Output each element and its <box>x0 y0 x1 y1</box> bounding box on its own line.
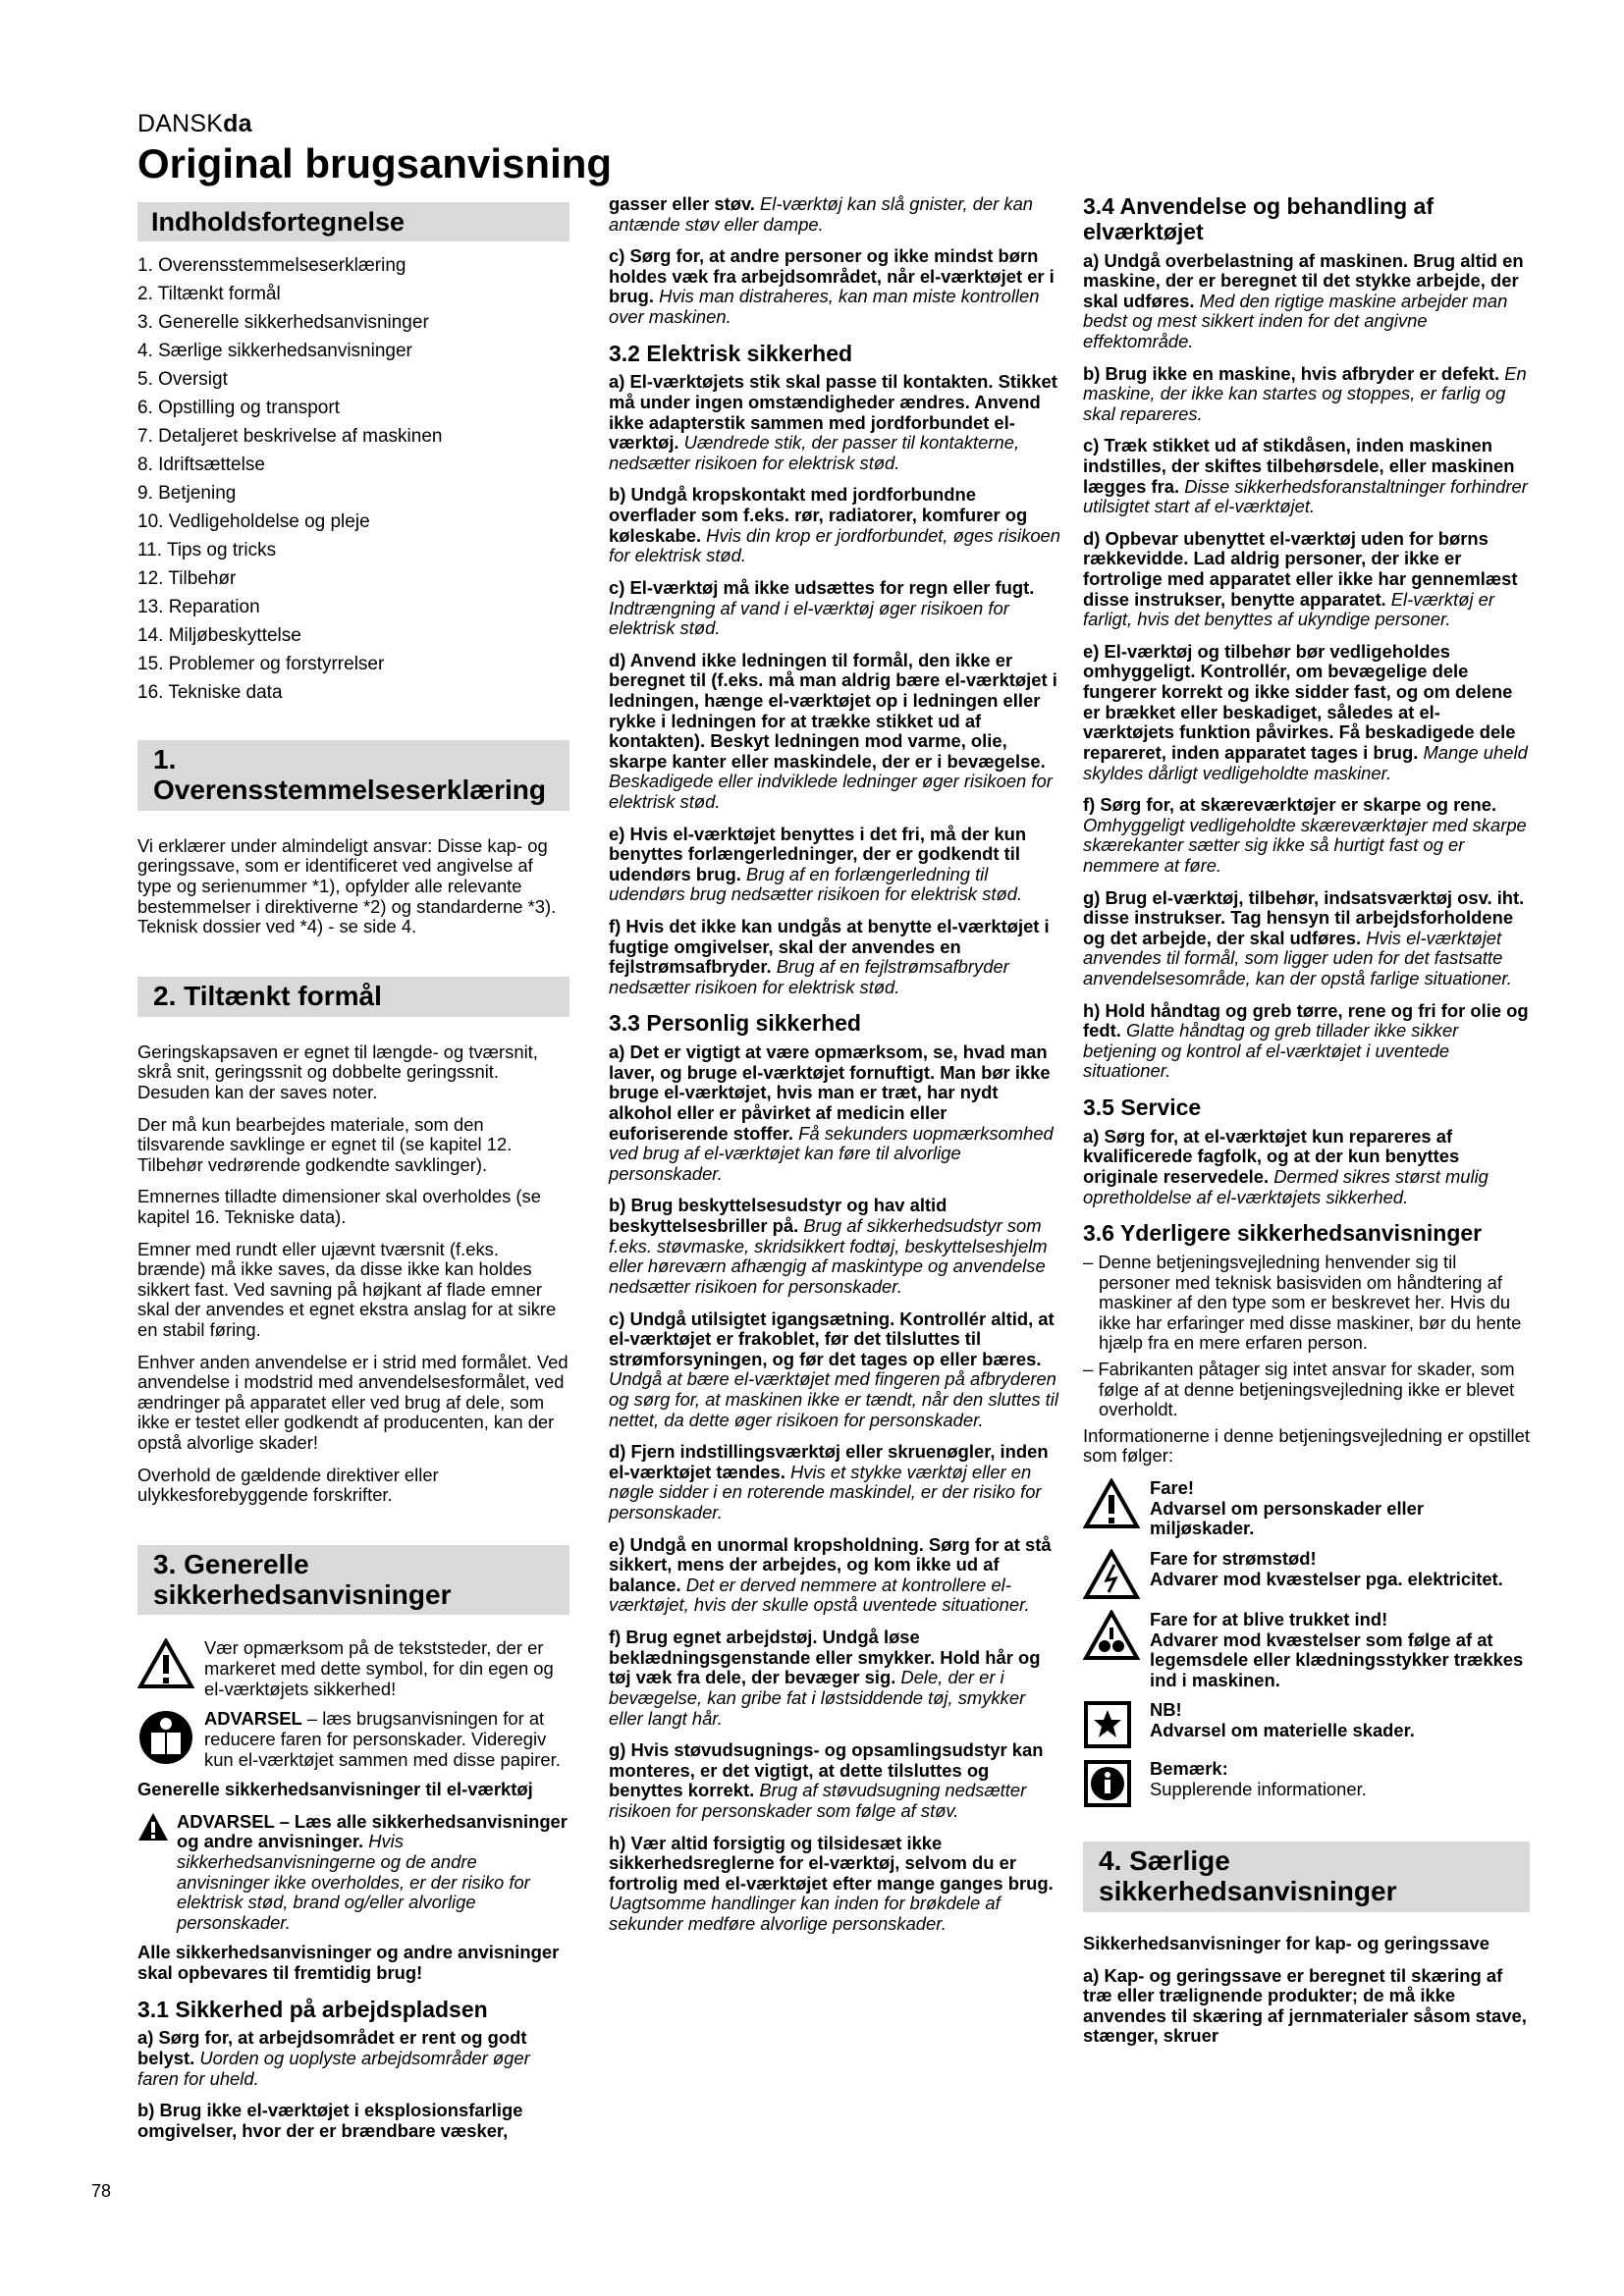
section-3-2-e: e) Hvis el-værktøjet benyttes i det fri, må der kun benyttes forlængerledninger, der er godkendt til udendørs brug. Brug af en forlængerledning til udendørs brug nedsætter risikoen for elektrisk stød. <box>609 823 1027 905</box>
section-3-4-b: b) Brug ikke en maskine, hvis afbryder er defekt. En maskine, der ikke kan startes og stoppes, er farlig og skal repareres. <box>1083 362 1527 424</box>
material-damage-icon <box>1083 1700 1140 1749</box>
symbol-info-text: Bemærk: Supplerende informationer. <box>1150 1758 1367 1799</box>
section-3-3-f: f) Brug egnet arbejdstøj. Undgå løse beklædningsgenstande eller smykker. Hold hår og tøj væk fra dele, der bevæger sig. Dele, der er i bevægelse, kan gribe fat i løstsiddende tøj, smykker eller langt hår. <box>609 1627 1041 1729</box>
read-manual-note <box>137 1709 569 1770</box>
advarsel-note <box>137 1812 569 1934</box>
symbol-electric <box>1083 1549 1530 1600</box>
toc-item: 3. Generelle sikkerhedsanvisninger <box>137 312 429 334</box>
toc-item: 4. Særlige sikkerhedsanvisninger <box>137 341 412 362</box>
section-3-1-heading: 3.1 Sikkerhed på arbejdspladsen <box>137 1996 488 2022</box>
section-3-4-f: f) Sørg for, at skæreværktøjer er skarpe og rene. Omhyggeligt vedligeholdte skæreværktøjer med skarpe skærekanter sætter sig ikke så hurtigt fast og er nemmere at føre. <box>1083 794 1527 876</box>
section-3-heading: 3. Generelle sikkerhedsanvisninger <box>137 1545 569 1616</box>
section-3-1-c: c) Sørg for, at andre personer og ikke mindst børn holdes væk fra arbejdsområdet, når el-værktøjet er i brug. Hvis man distraheres, kan man miste kontrollen over maskinen. <box>609 245 1055 328</box>
section-3-3-a: a) Det er vigtigt at være opmærksom, se, hvad man laver, og bruge el-værktøjet fornuftigt. Man bør ikke bruge el-værktøjet, hvis man er træt, har nydt alkohol eller er påvirket af medicin eller euforiserende stoffer. Få sekunders uopmærksomhed ved brug af el-værktøjet kan føre til alvorlige personskader. <box>609 1041 1054 1184</box>
toc-item: 1. Overensstemmelseserklæring <box>137 255 406 277</box>
toc-item: 8. Idriftsættelse <box>137 454 265 476</box>
section-4-subheading: Sikkerhedsanvisninger for kap- og geringssave <box>1083 1932 1489 1953</box>
section-3-4-h: h) Hold håndtag og greb tørre, rene og fri for olie og fedt. Glatte håndtag og greb tillader ikke sikker betjening og kontrol af el-værktøjet i uventede situationer. <box>1083 999 1529 1082</box>
section-3-1-b-cont: gasser eller støv. El-værktøj kan slå gnister, der kan antænde støv eller dampe. <box>609 193 1034 235</box>
section-3-3-d: d) Fjern indstillingsværktøj eller skruenøgler, inden el-værktøjet tændes. Hvis et stykke værktøj eller en nøgle sidder i en roterende maskindel, er der risiko for personskader. <box>609 1441 1049 1523</box>
section-3-3-g: g) Hvis støvudsugnings- og opsamlingsudstyr kan monteres, er det vigtigt, at dette tilsluttes og benyttes korrekt. Brug af støvudsugning nedsætter risikoen for personskader som følge af støv. <box>609 1739 1044 1821</box>
section-3-6-dash-1: – Denne betjeningsvejledning henvender sig til personer med teknisk basisviden om håndtering af maskiner af den type som er beskrevet her. Hvis du ikke har erfaringer med disse maskiner, bør du hente hjælp fra en mere erfaren person. <box>1083 1251 1522 1354</box>
toc-item: 10. Vedligeholdelse og pleje <box>137 511 370 533</box>
section-3-4-heading: 3.4 Anvendelse og behandling af elværktøjet <box>1083 193 1434 244</box>
language-name: DANSK <box>137 110 224 137</box>
document-title: Original brugsanvisning <box>137 140 613 187</box>
column-right <box>1083 194 1530 2058</box>
warning-triangle-icon <box>137 1638 194 1689</box>
section-4-heading: 4. Særlige sikkerhedsanvisninger <box>1083 1842 1530 1912</box>
symbol-danger-text: Fare! Advarsel om personskader eller miljøskader. <box>1150 1477 1425 1539</box>
column-middle <box>609 194 1063 1947</box>
toc-item: 11. Tips og tricks <box>137 540 277 561</box>
toc-item: 5. Oversigt <box>137 369 228 391</box>
section-3-2-a: a) El-værktøjets stik skal passe til kontakten. Stikket må under ingen omstændigheder ændres. Anvend ikke adapterstik sammen med jordforbundet el-værktøj. Uændrede stik, der passer til kontakterne, nedsætter risikoen for elektrisk stød. <box>609 371 1057 473</box>
warning-symbol-text: Vær opmærksom på de tekststeder, der er markeret med dette symbol, for din egen og el-værktøjets sikkerhed! <box>204 1637 554 1699</box>
info-icon <box>1083 1759 1140 1808</box>
language-code: da <box>223 110 252 137</box>
section-2-p4: Emner med rundt eller ujævnt tværsnit (f.eks. brænde) må ikke saves, da disse ikke kan holdes sikkert fast. Ved savning på højkant af flade emner skal der anvendes et egnet ekstra anslag for at sikre en stabil føring. <box>137 1238 557 1340</box>
toc-item: 7. Detaljeret beskrivelse af maskinen <box>137 426 443 448</box>
section-3-3-heading: 3.3 Personlig sikkerhed <box>609 1010 861 1037</box>
section-3-5-a: a) Sørg for, at el-værktøjet kun repareres af kvalificerede fagfolk, og at der kun benyttes originale reservedele. Dermed sikres størst mulig opretholdelse af el-værktøjets sikkerhed. <box>1083 1125 1489 1207</box>
danger-triangle-icon <box>1083 1478 1140 1529</box>
section-3-2-c: c) El-værktøj må ikke udsættes for regn eller fugt. Indtrængning af vand i el-værktøj øger risikoen for elektrisk stød. <box>609 576 1035 639</box>
toc-item: 15. Problemer og forstyrrelser <box>137 654 385 675</box>
section-3-3-b: b) Brug beskyttelsesudstyr og hav altid beskyttelsesbriller på. Brug af sikkerhedsudstyr som f.eks. støvmaske, skridsikkert fodtøj, beskyttelseshjelm eller høreværn afhængig af maskintype og anvendelse nedsætter risikoen for personskader. <box>609 1195 1048 1297</box>
section-1-heading: 1. Overensstemmelseserklæring <box>137 740 569 811</box>
section-2-p5: Enhver anden anvendelse er i strid med formålet. Ved anvendelse i modstrid med anvendelsesformålet, ved ændringer på apparatet eller ved brug af dele, som ikke er testet eller godkendt af producenten, kan der opstå alvorlige skader! <box>137 1351 568 1454</box>
section-2-p6: Overhold de gældende direktiver eller ulykkesforebyggende forskrifter. <box>137 1464 439 1506</box>
toc-list <box>137 251 569 707</box>
section-2-p1: Geringskapsaven er egnet til længde- og tværsnit, skrå snit, geringssnit og dobbelte geringssnit. Desuden kan der saves noter. <box>137 1041 538 1102</box>
keep-instructions-text: Alle sikkerhedsanvisninger og andre anvisninger skal opbevares til fremtidig brug! <box>137 1942 560 1983</box>
toc-item: 13. Reparation <box>137 597 260 618</box>
symbol-entanglement-text: Fare for at blive trukket ind! Advarer mod kvæstelser som følge af at legemsdele eller klædningsstykker trækkes ind i maskinen. <box>1150 1608 1524 1690</box>
warning-triangle-small-icon <box>137 1812 169 1842</box>
section-3-1-b: b) Brug ikke el-værktøjet i eksplosionsfarlige omgivelser, hvor der er brændbare væsker, <box>137 2100 523 2141</box>
section-3-4-d: d) Opbevar ubenyttet el-værktøj uden for børns rækkevidde. Lad aldrig personer, der ikke er fortrolige med apparatet eller ikke har gennemlæst disse instrukser, benytte apparatet. El-værktøj er farligt, hvis det benyttes af ukyndige personer. <box>1083 527 1518 630</box>
section-3-6-heading: 3.6 Yderligere sikkerhedsanvisninger <box>1083 1220 1483 1247</box>
section-3-4-c: c) Træk stikket ud af stikdåsen, inden maskinen indstilles, der skiftes tilbehørsdele, eller maskinen lægges fra. Disse sikkerhedsforanstaltninger forhindrer utilsigtet start af el-værktøjet. <box>1083 435 1528 517</box>
electric-shock-icon <box>1083 1549 1140 1600</box>
toc-item: 2. Tiltænkt formål <box>137 284 281 305</box>
column-left <box>137 202 569 2153</box>
section-3-5-heading: 3.5 Service <box>1083 1095 1202 1121</box>
page-number: 78 <box>91 2181 112 2201</box>
symbol-danger <box>1083 1478 1530 1539</box>
language-label <box>137 110 612 138</box>
section-3-2-b: b) Undgå kropskontakt med jordforbundne overflader som f.eks. rør, radiatorer, komfurer og køleskabe. Hvis din krop er jordforbundet, øges risikoen for elektrisk stød. <box>609 484 1060 566</box>
section-3-2-heading: 3.2 Elektrisk sikkerhed <box>609 340 853 366</box>
section-2-p2: Der må kun bearbejdes materiale, som den tilsvarende savklinge er egnet til (se kapitel 12. Tilbehør vedrørende godkendte savklinger). <box>137 1113 513 1175</box>
section-3-3-h: h) Vær altid forsigtig og tilsidesæt ikke sikkerhedsreglerne for el-værktøj, selvom du er fortrolig med el-værktøjet efter mange ganges brug. Uagtsomme handlinger kan inden for brøkdele af sekunder medføre alvorlige personskader. <box>609 1832 1054 1934</box>
advarsel-text: ADVARSEL – Læs alle sikkerhedsanvisninger og andre anvisninger. Hvis sikkerhedsanvisningerne og de andre anvisninger ikke overholdes, er der risiko for elektrisk stød, brand og/eller alvorlige personskader. <box>177 1810 568 1933</box>
section-3-4-e: e) El-værktøj og tilbehør bør vedligeholdes omhyggeligt. Kontrollér, om bevægelige dele fungerer korrekt og ikke sidder fast, og om delene er brækket eller beskadiget, således at el-værktøjets funktion påvirkes. Få beskadigede dele repareret, inden apparatet tages i brug. Mange uheld skyldes dårligt vedligeholdte maskiner. <box>1083 640 1528 783</box>
section-3-2-f: f) Hvis det ikke kan undgås at benytte el-værktøjet i fugtige omgivelser, skal der anvendes en fejlstrømsafbryder. Brug af en fejlstrømsafbryder nedsætter risikoen for elektrisk stød. <box>609 916 1050 997</box>
section-3-3-c: c) Undgå utilsigtet igangsætning. Kontrollér altid, at el-værktøjet er frakoblet, før det tilsluttes til strømforsyningen, og før det tages op eller bæres. Undgå at bære el-værktøjet med fingeren på afbryderen og sørg for, at maskinen ikke er tændt, når den sluttes til nettet, da dette øger risikoen for personskader. <box>609 1308 1058 1430</box>
section-4-a: a) Kap- og geringssave er beregnet til skæring af træ eller trælignende produkter; de må ikke anvendes til skæring af jernmaterialer såsom stave, stænger, skruer <box>1083 1964 1527 2047</box>
section-3-1-a: a) Sørg for, at arbejdsområdet er rent og godt belyst. Uorden og uoplyste arbejdsområder øger faren for uheld. <box>137 2027 530 2089</box>
section-3-4-a: a) Undgå overbelastning af maskinen. Brug altid en maskine, der er beregnet til det stykke arbejde, der skal udføres. Med den rigtige maskine arbejder man bedst og mest sikkert inden for det angivne effektområde. <box>1083 249 1524 351</box>
symbol-entanglement <box>1083 1610 1530 1690</box>
read-manual-icon <box>137 1709 194 1766</box>
section-1-text: Vi erklærer under almindeligt ansvar: Disse kap- og geringssave, som er identificeret ved angivelse af type og serienummer *1), opfylder alle relevante bestemmelser i direktiverne *2) og standarderne *3). Teknisk dossier ved *4) - se side 4. <box>137 834 557 937</box>
section-3-6-dash-2: – Fabrikanten påtager sig intet ansvar for skader, som følge af at denne betjeningsvejledning ikke er blevet overholdt. <box>1083 1359 1515 1420</box>
section-3-3-e: e) Undgå en unormal kropsholdning. Sørg for at stå sikkert, mens der arbejdes, og kom ikke ud af balance. Det er derved nemmere at kontrollere el-værktøjet, hvis der skulle opstå uventede situationer. <box>609 1533 1052 1616</box>
toc-item: 6. Opstilling og transport <box>137 398 340 419</box>
symbol-electric-text: Fare for strømstød! Advarer mod kvæstelser pga. elektricitet. <box>1150 1547 1503 1589</box>
section-3-6-info: Informationerne i denne betjeningsvejledning er opstillet som følger: <box>1083 1424 1530 1467</box>
symbol-material <box>1083 1700 1530 1749</box>
entanglement-icon <box>1083 1610 1140 1661</box>
toc-heading: Indholdsfortegnelse <box>137 202 569 241</box>
general-safety-heading: Generelle sikkerhedsanvisninger til el-værktøj <box>137 1779 533 1800</box>
section-3-2-d: d) Anvend ikke ledningen til formål, den ikke er beregnet til (f.eks. må man aldrig bære el-værktøjet i ledningen, hænge el-værktøjet op i ledningen eller rykke i ledningen for at trække stikket ud af kontakten). Beskyt ledningen mod varme, olie, skarpe kanter eller maskindele, der er i bevægelse. Beskadigede eller indviklede ledninger øger risikoen for elektrisk stød. <box>609 649 1057 812</box>
symbol-material-text: NB! Advarsel om materielle skader. <box>1150 1699 1415 1740</box>
page-header <box>137 110 612 187</box>
section-3-4-g: g) Brug el-værktøj, tilbehør, indsatsværktøj osv. iht. disse instrukser. Tag hensyn til arbejdsforholdene og det arbejde, der skal udføres. Hvis el-værktøjet anvendes til formål, som ligger uden for det fastsatte anvendelsesområde, kan der opstå farlige situationer. <box>1083 886 1525 988</box>
section-2-heading: 2. Tiltænkt formål <box>137 977 569 1017</box>
toc-item: 12. Tilbehør <box>137 568 237 590</box>
toc-item: 14. Miljøbeskyttelse <box>137 625 301 647</box>
read-manual-text: ADVARSEL – læs brugsanvisningen for at reducere faren for personskader. Videregiv kun el-værktøjet sammen med disse papirer. <box>204 1708 561 1770</box>
symbol-info <box>1083 1759 1530 1808</box>
warning-symbol-note <box>137 1638 569 1699</box>
toc-item: 9. Betjening <box>137 483 237 505</box>
toc-item: 16. Tekniske data <box>137 682 283 704</box>
section-2-p3: Emnernes tilladte dimensioner skal overholdes (se kapitel 16. Tekniske data). <box>137 1186 541 1227</box>
